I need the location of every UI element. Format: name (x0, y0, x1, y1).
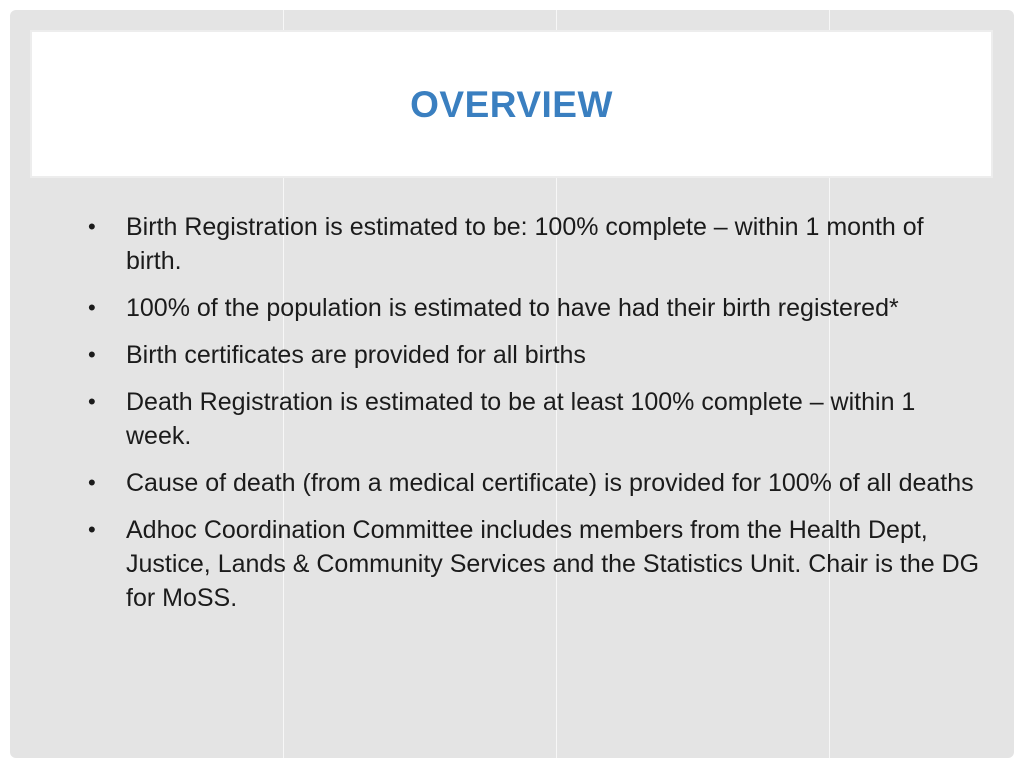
bullet-list (82, 210, 982, 628)
title-box (30, 30, 993, 178)
bullet-item (82, 513, 982, 615)
slide (10, 10, 1014, 758)
slide-title: OVERVIEW (410, 84, 613, 125)
bullet-text: Death Registration is estimated to be at least 100% complete – within 1 week. (126, 388, 916, 450)
bullet-item (82, 210, 982, 278)
bullet-marker: • (88, 470, 96, 495)
bullet-marker: • (88, 295, 96, 320)
bullet-marker: • (88, 517, 96, 542)
bullet-item (82, 338, 982, 372)
bullet-marker: • (88, 342, 96, 367)
bullet-item (82, 466, 982, 500)
bullet-text: 100% of the population is estimated to have had their birth registered* (126, 294, 899, 322)
bullet-marker: • (88, 214, 96, 239)
bullet-text: Cause of death (from a medical certificate) is provided for 100% of all deaths (126, 469, 974, 497)
bullet-item (82, 385, 982, 453)
bullet-text: Birth Registration is estimated to be: 100% complete – within 1 month of birth. (126, 213, 924, 275)
bullet-text: Adhoc Coordination Committee includes members from the Health Dept, Justice, Lands & Community Services and the Statistics Unit. Chair is the DG for MoSS. (126, 516, 980, 612)
bullet-text: Birth certificates are provided for all births (126, 341, 586, 369)
bullet-marker: • (88, 389, 96, 414)
bullet-item (82, 291, 982, 325)
